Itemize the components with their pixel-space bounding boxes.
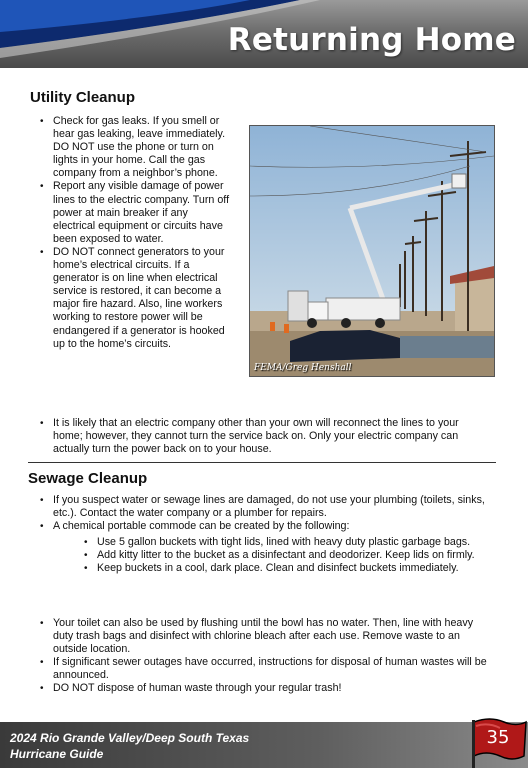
page-footer [0,722,528,768]
list-item: • It is likely that an electric company other than your own will reconnect the lines to your home; however, they cannot turn the service back on. Only your electric company can actually turn the power back on to your house. [40,417,490,456]
list-item: • If you suspect water or sewage lines are damaged, do not use your plumbing (toilets, sinks, etc.). Contact the water company or a plumber for repairs. [40,494,495,520]
commode-steps-list [84,536,494,575]
utility-cleanup-heading: Utility Cleanup [30,89,136,106]
list-item: • If significant sewer outages have occurred, instructions for disposal of human wastes will be announced. [40,656,495,682]
utility-list-continued [40,417,490,456]
page-number: 35 [486,727,510,748]
list-item: • A chemical portable commode can be created by the following: [40,520,495,533]
page-title: Returning Home [227,22,516,58]
list-item: • DO NOT dispose of human waste through your regular trash! [40,682,495,695]
bucket-truck-photo [249,125,495,377]
list-item: • Use 5 gallon buckets with tight lids, lined with heavy duty plastic garbage bags. [84,536,494,549]
section-divider [28,462,496,463]
list-item: • DO NOT connect generators to your home’s electrical circuits. If a generator is on line when electrical service is restored, it can become a major fire hazard. Also, line workers working to restore power will be endangered if a generator is hooked up to the home’s circuits. [40,246,230,351]
photo-credit: FEMA/Greg Henshall [254,363,352,373]
list-item: • Your toilet can also be used by flushing until the bowl has no water. Then, line with heavy duty trash bags and disinfect with chlorine bleach after each use. Remove waste to an outside location. [40,617,495,656]
page-header [0,0,528,68]
sewage-cleanup-heading: Sewage Cleanup [28,470,148,487]
list-item: • Check for gas leaks. If you smell or hear gas leaking, leave immediately. DO NOT use the phone or turn on lights in your home. Call the gas company from a neighbor’s phone. [40,115,230,180]
list-item: • Report any visible damage of power lines to the electric company. Turn off power at main breaker if any electrical equipment or circuits have been exposed to water. [40,180,230,245]
list-item: • Keep buckets in a cool, dark place. Clean and disinfect buckets immediately. [84,562,494,575]
utility-list [40,115,230,351]
sewage-list-continued [40,617,495,696]
guide-title-line2: Hurricane Guide [10,747,104,761]
list-item: • Add kitty litter to the bucket as a disinfectant and deodorizer. Keep lids on firmly. [84,549,494,562]
photo-illustration [250,126,494,376]
guide-title-line1: 2024 Rio Grande Valley/Deep South Texas [10,731,250,745]
sewage-list [40,494,495,533]
